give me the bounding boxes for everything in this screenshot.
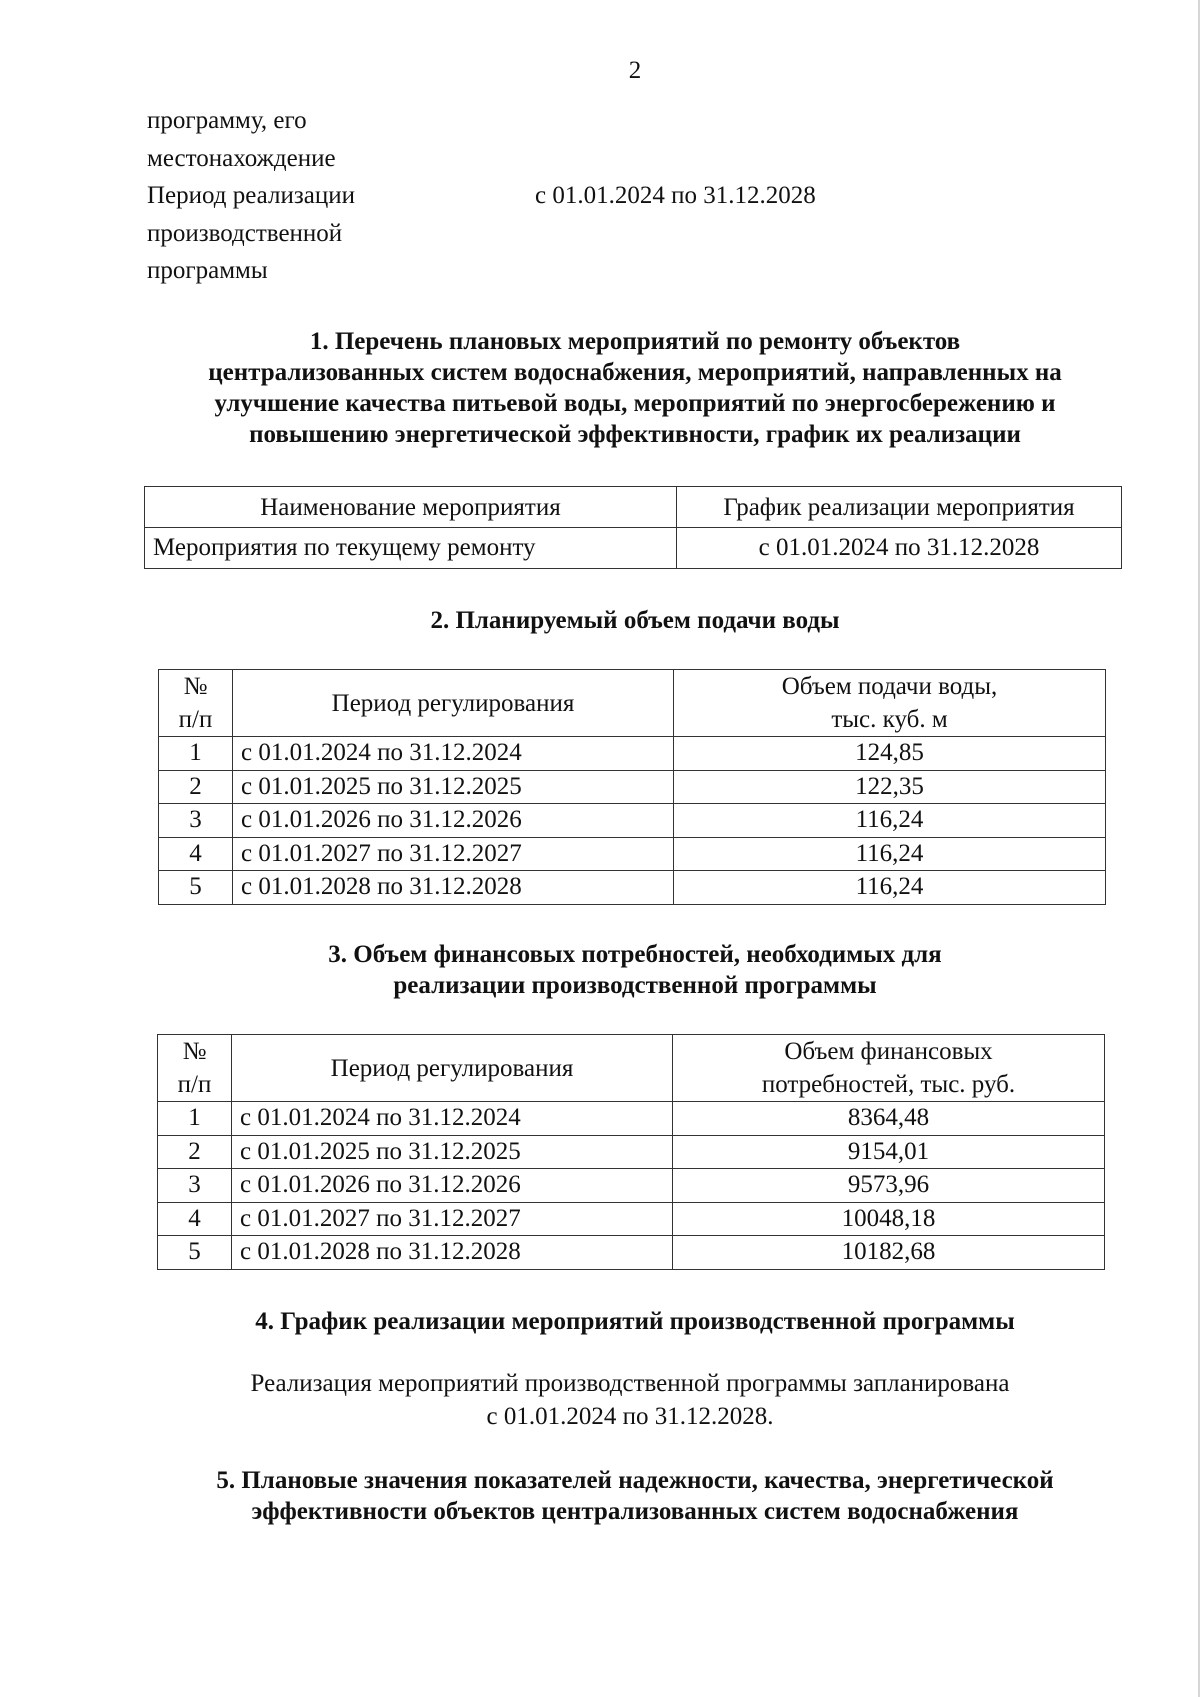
page-number: 2 [628, 57, 642, 84]
table-row [145, 528, 1122, 569]
section4-paragraph [150, 1368, 1110, 1433]
table-row [158, 1102, 1105, 1136]
row-number-cell: 3 [159, 804, 233, 838]
volume-cell: 122,35 [674, 770, 1106, 804]
header-line: Объем подачи воды, [781, 673, 998, 700]
financial-needs-table [157, 1034, 1105, 1270]
heading-line: улучшение качества питьевой воды, мероприятий по энергосбережению и [214, 390, 1056, 417]
heading-line: 5. Плановые значения показателей надежности, качества, энергетической [216, 1467, 1054, 1494]
row-number-cell: 3 [158, 1169, 232, 1203]
measure-name-cell: Мероприятия по текущему ремонту [145, 528, 677, 569]
table-row [159, 804, 1106, 838]
table-row [159, 737, 1106, 771]
table-row [158, 1135, 1105, 1169]
measure-schedule-cell: с 01.01.2024 по 31.12.2028 [677, 528, 1122, 569]
row-number-cell: 4 [158, 1202, 232, 1236]
amount-cell: 10048,18 [673, 1202, 1105, 1236]
volume-cell: 116,24 [674, 804, 1106, 838]
heading-line: эффективности объектов централизованных систем водоснабжения [251, 1498, 1019, 1525]
column-header-number [159, 670, 233, 737]
row-number-cell: 2 [158, 1135, 232, 1169]
section2-heading: 2. Планируемый объем подачи воды [430, 607, 840, 634]
amount-cell: 9573,96 [673, 1169, 1105, 1203]
period-cell: с 01.01.2026 по 31.12.2026 [232, 1169, 673, 1203]
table-row [158, 1169, 1105, 1203]
header-line: п/п [178, 706, 213, 733]
section3-heading [130, 939, 1140, 1001]
label-line: местонахождение [147, 144, 336, 172]
measures-table [144, 486, 1122, 569]
row-number-cell: 2 [159, 770, 233, 804]
column-header-volume [674, 670, 1106, 737]
table-header-row [158, 1035, 1105, 1102]
volume-cell: 116,24 [674, 871, 1106, 905]
label-line: программы [147, 257, 268, 284]
amount-cell: 9154,01 [673, 1135, 1105, 1169]
amount-cell: 8364,48 [673, 1102, 1105, 1136]
paragraph-line: Реализация мероприятий производственной программы запланирована [250, 1370, 1010, 1397]
table-header-row [159, 670, 1106, 737]
section1-heading [130, 326, 1140, 450]
period-cell: с 01.01.2026 по 31.12.2026 [233, 804, 674, 838]
row-number-cell: 5 [158, 1236, 232, 1270]
heading-line: повышению энергетической эффективности, график их реализации [249, 421, 1021, 448]
water-supply-table [158, 669, 1106, 905]
column-header-amount [673, 1035, 1105, 1102]
volume-cell: 124,85 [674, 737, 1106, 771]
heading-line: 1. Перечень плановых мероприятий по ремонту объектов [309, 328, 961, 355]
table-row [159, 871, 1106, 905]
period-cell: с 01.01.2024 по 31.12.2024 [232, 1102, 673, 1136]
header-line: п/п [177, 1071, 212, 1098]
column-header: График реализации мероприятия [677, 487, 1122, 528]
period-cell: с 01.01.2025 по 31.12.2025 [232, 1135, 673, 1169]
header-line: тыс. куб. м [831, 706, 948, 733]
period-cell: с 01.01.2024 по 31.12.2024 [233, 737, 674, 771]
row-number-cell: 4 [159, 837, 233, 871]
period-cell: с 01.01.2028 по 31.12.2028 [232, 1236, 673, 1270]
row-number-cell: 5 [159, 871, 233, 905]
column-header: Наименование мероприятия [145, 487, 677, 528]
label-line: производственной [147, 219, 343, 247]
header-line: № [182, 1038, 207, 1065]
row-number-cell: 1 [159, 737, 233, 771]
table-header-row [145, 487, 1122, 528]
table-row [158, 1202, 1105, 1236]
program-info [147, 102, 1047, 290]
label-line: программу, его [147, 107, 307, 134]
section4-heading: 4. График реализации мероприятий производственной программы [255, 1308, 1015, 1335]
column-header-period: Период регулирования [232, 1035, 673, 1102]
section5-heading [130, 1465, 1140, 1527]
paragraph-line: с 01.01.2024 по 31.12.2028. [486, 1402, 774, 1430]
table-row [159, 837, 1106, 871]
period-cell: с 01.01.2028 по 31.12.2028 [233, 871, 674, 905]
header-line: № [183, 673, 208, 700]
table-row [159, 770, 1106, 804]
heading-line: 3. Объем финансовых потребностей, необходимых для [328, 941, 942, 968]
program-info-labels [147, 102, 535, 290]
program-period-value: с 01.01.2024 по 31.12.2028 [535, 182, 816, 209]
heading-line: реализации производственной программы [393, 972, 877, 999]
period-cell: с 01.01.2027 по 31.12.2027 [233, 837, 674, 871]
label-line: Период реализации [147, 182, 355, 209]
header-line: потребностей, тыс. руб. [761, 1071, 1016, 1098]
period-cell: с 01.01.2027 по 31.12.2027 [232, 1202, 673, 1236]
period-cell: с 01.01.2025 по 31.12.2025 [233, 770, 674, 804]
column-header-number [158, 1035, 232, 1102]
column-header-period: Период регулирования [233, 670, 674, 737]
table-row [158, 1236, 1105, 1270]
heading-line: централизованных систем водоснабжения, мероприятий, направленных на [208, 359, 1062, 386]
volume-cell: 116,24 [674, 837, 1106, 871]
amount-cell: 10182,68 [673, 1236, 1105, 1270]
row-number-cell: 1 [158, 1102, 232, 1136]
header-line: Объем финансовых [784, 1038, 993, 1065]
